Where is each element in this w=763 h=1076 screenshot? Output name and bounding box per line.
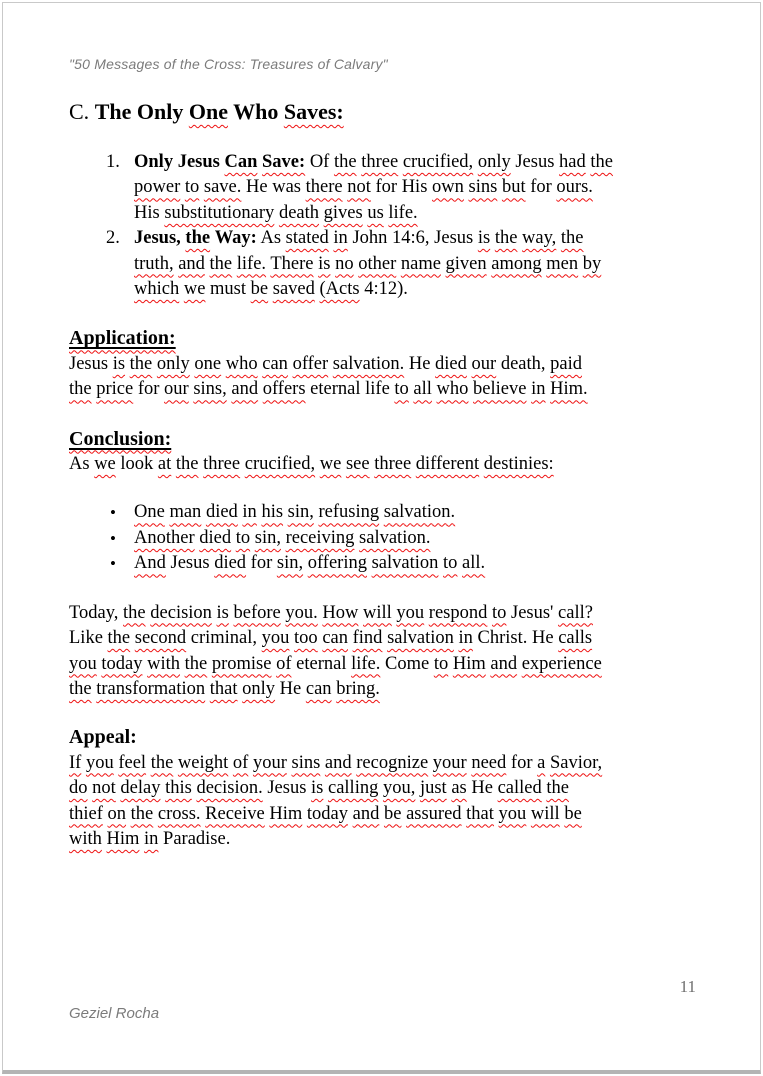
- word: for: [375, 177, 398, 198]
- word: the: [69, 379, 92, 400]
- word: a: [537, 752, 546, 773]
- word: sin,: [276, 553, 304, 574]
- word: power: [134, 177, 181, 198]
- word: way,: [522, 228, 557, 249]
- word: died: [435, 353, 467, 374]
- word: life: [365, 379, 390, 400]
- word: the: [107, 628, 131, 649]
- word: Another: [134, 527, 195, 548]
- word: other: [358, 253, 397, 274]
- sections: [69, 326, 714, 477]
- word: to: [394, 379, 409, 400]
- word: our: [471, 353, 497, 374]
- appeal-body-line: [69, 802, 714, 827]
- document-content: [69, 3, 714, 852]
- word: to: [433, 653, 449, 674]
- word: who: [225, 353, 258, 374]
- appeal-body-line: [69, 776, 714, 801]
- word: we: [183, 279, 206, 300]
- word: the: [209, 253, 233, 274]
- main-heading-title: [95, 99, 344, 124]
- word: find: [352, 628, 383, 649]
- word: destinies:: [483, 454, 554, 475]
- numbered-list: [69, 150, 714, 302]
- list-number: 1.: [106, 152, 120, 172]
- word: promise: [211, 653, 272, 674]
- word: save.: [203, 177, 242, 198]
- word: Savior,: [549, 752, 603, 773]
- word: can: [322, 628, 348, 649]
- word: Appeal:: [69, 726, 137, 749]
- word: this: [165, 778, 192, 799]
- word: is: [112, 353, 126, 374]
- word: and: [324, 752, 352, 773]
- word: Way:: [214, 228, 257, 249]
- word: decision: [150, 602, 212, 623]
- word: Like: [69, 628, 103, 649]
- word: own: [432, 177, 464, 198]
- running-header: "50 Messages of the Cross: Treasures of Calvary": [69, 56, 388, 72]
- word: you: [69, 653, 97, 674]
- word: life.: [351, 653, 381, 674]
- section-heading-conclusion: [69, 427, 714, 452]
- word: is: [216, 602, 229, 623]
- word: of: [276, 653, 292, 674]
- word: decision.: [196, 778, 263, 799]
- appeal-body-line: [69, 751, 714, 776]
- word: Jesus: [170, 553, 210, 574]
- word: the: [590, 152, 613, 172]
- word: offer: [292, 353, 329, 374]
- word: Him: [452, 653, 486, 674]
- word: weight: [177, 752, 229, 773]
- word: our: [164, 379, 189, 400]
- word: the: [175, 454, 199, 475]
- closing-paragraph-line: [69, 677, 714, 702]
- word: to: [491, 602, 507, 623]
- word: the: [560, 228, 584, 249]
- word: Saves:: [283, 99, 344, 124]
- word: calls: [558, 628, 593, 649]
- word: and: [178, 253, 205, 274]
- word: believe: [473, 379, 527, 400]
- word: the: [546, 778, 569, 799]
- word: One: [134, 502, 165, 523]
- word: Jesus: [515, 152, 555, 172]
- bullet-list: [69, 500, 714, 576]
- word: salvation: [371, 553, 439, 574]
- word: Come: [385, 653, 430, 674]
- word: which: [134, 279, 180, 300]
- word: the: [69, 678, 92, 699]
- word: And: [134, 553, 166, 574]
- word: eternal: [310, 379, 361, 400]
- word: offering: [307, 553, 367, 574]
- bullet-marker-icon: •: [110, 503, 116, 523]
- word: can: [305, 678, 332, 699]
- closing-paragraph-line: [69, 652, 714, 677]
- word: with: [147, 653, 180, 674]
- word: all.: [462, 553, 486, 574]
- word: by: [582, 253, 602, 274]
- word: feel: [118, 752, 147, 773]
- word: salvation.: [359, 527, 431, 548]
- word: to: [184, 177, 200, 198]
- word: you,: [382, 778, 416, 799]
- word: you: [85, 752, 114, 773]
- numbered-list-line: [69, 150, 714, 175]
- word: There: [270, 253, 314, 274]
- word: look: [120, 454, 154, 475]
- word: sins,: [193, 379, 227, 400]
- word: just: [419, 778, 447, 799]
- numbered-list-line: [69, 175, 714, 200]
- word: man: [169, 502, 202, 523]
- word: Only: [134, 152, 174, 172]
- word: Receive: [205, 803, 265, 824]
- word: in: [458, 628, 473, 649]
- numbered-list-line: [69, 201, 714, 226]
- word: will: [530, 803, 560, 824]
- word: only: [477, 152, 511, 172]
- word: as: [451, 778, 467, 799]
- word: called: [497, 778, 542, 799]
- section-body-line: [69, 377, 714, 402]
- word: in: [333, 228, 348, 249]
- word: be: [383, 803, 402, 824]
- word: and: [490, 653, 518, 674]
- word: crucified,: [402, 152, 474, 172]
- word: is: [311, 778, 324, 799]
- word: to: [235, 527, 251, 548]
- word: price: [96, 379, 134, 400]
- word: the: [184, 653, 208, 674]
- word: Save:: [262, 152, 306, 172]
- section-body-line: [69, 452, 714, 477]
- word: is: [477, 228, 491, 249]
- word: Jesus': [511, 602, 554, 623]
- appeal-section: [69, 725, 714, 852]
- word: we: [94, 454, 116, 475]
- word: do: [69, 778, 88, 799]
- word: substitutionary: [164, 202, 275, 223]
- word: Christ.: [477, 628, 528, 649]
- word: in: [242, 502, 257, 523]
- word: be: [564, 803, 582, 824]
- word: the: [494, 228, 518, 249]
- word: for: [250, 553, 273, 574]
- word: (Acts: [319, 279, 360, 300]
- bullet-list-item: [69, 526, 714, 551]
- word: among: [491, 253, 542, 274]
- list-number: 2.: [106, 228, 120, 249]
- word: and: [231, 379, 259, 400]
- main-heading-prefix: C.: [69, 99, 90, 124]
- word: the: [150, 752, 174, 773]
- word: the: [333, 152, 357, 172]
- word: us: [367, 202, 384, 223]
- word: Jesus: [69, 353, 109, 374]
- document-page: [2, 2, 761, 1074]
- word: in: [144, 828, 159, 849]
- word: who: [436, 379, 469, 400]
- page-number: 11: [679, 977, 696, 996]
- section-application: [69, 326, 714, 402]
- word: refusing: [318, 502, 380, 523]
- word: Today,: [69, 602, 119, 623]
- word: before: [233, 602, 281, 623]
- appeal-heading: [69, 725, 714, 750]
- word: three: [374, 454, 412, 475]
- word: must: [210, 279, 247, 300]
- word: salvation.: [332, 353, 405, 374]
- word: Jesus,: [134, 228, 181, 249]
- word: but: [501, 177, 526, 198]
- word: Application:: [69, 327, 176, 350]
- word: bring.: [336, 678, 380, 699]
- word: 4:12).: [364, 279, 408, 300]
- word: criminal,: [190, 628, 258, 649]
- word: his: [261, 502, 284, 523]
- word: second: [134, 628, 187, 649]
- word: will: [363, 602, 392, 623]
- closing-paragraph-line: [69, 601, 714, 626]
- word: thief: [69, 803, 103, 824]
- word: 14:6,: [392, 228, 430, 249]
- word: of: [232, 752, 249, 773]
- word: your: [432, 752, 467, 773]
- word: sin,: [287, 502, 314, 523]
- word: Jesus: [177, 152, 220, 172]
- word: be: [250, 279, 269, 300]
- word: paid: [550, 353, 582, 374]
- word: He: [246, 177, 268, 198]
- word: died: [199, 527, 232, 548]
- word: Him: [106, 828, 140, 849]
- word: truth,: [134, 253, 174, 274]
- word: in: [531, 379, 546, 400]
- numbered-list-line: [69, 277, 714, 302]
- word: Jesus: [267, 778, 307, 799]
- word: John: [352, 228, 388, 249]
- word: As: [69, 454, 90, 475]
- word: no: [335, 253, 354, 274]
- word: the: [123, 602, 146, 623]
- word: Conclusion:: [69, 427, 172, 450]
- word: see: [345, 454, 370, 475]
- word: Him: [269, 803, 303, 824]
- word: saved: [272, 279, 315, 300]
- word: only: [242, 678, 276, 699]
- word: life.: [236, 253, 267, 274]
- word: salvation.: [383, 502, 456, 523]
- word: too: [294, 628, 318, 649]
- numbered-list-line: [69, 252, 714, 277]
- word: life.: [388, 202, 418, 223]
- word: Who: [233, 99, 279, 124]
- word: on: [107, 803, 127, 824]
- closing-paragraph: [69, 601, 714, 703]
- word: eternal: [296, 653, 347, 674]
- word: can: [262, 353, 288, 374]
- word: the: [129, 353, 153, 374]
- word: there: [305, 177, 343, 198]
- word: He: [531, 628, 554, 649]
- word: you: [396, 602, 425, 623]
- section-heading-application: [69, 326, 714, 351]
- word: His: [401, 177, 428, 198]
- word: different: [415, 454, 480, 475]
- numbered-list-line: [69, 226, 714, 251]
- word: your: [252, 752, 287, 773]
- word: you.: [285, 602, 318, 623]
- word: the: [185, 228, 211, 249]
- word: How: [322, 602, 359, 623]
- word: is: [318, 253, 331, 274]
- word: and: [352, 803, 380, 824]
- word: with: [69, 828, 102, 849]
- word: at: [157, 454, 172, 475]
- word: Of: [309, 152, 330, 172]
- footer-author: Geziel Rocha: [69, 1005, 160, 1022]
- bullet-list-item: [69, 500, 714, 525]
- bullet-marker-icon: •: [110, 528, 116, 548]
- word: recognize: [356, 752, 429, 773]
- word: One: [188, 99, 228, 124]
- word: offers: [262, 379, 306, 400]
- main-heading: [69, 99, 714, 125]
- word: had: [559, 152, 586, 172]
- word: Only: [136, 99, 184, 124]
- word: transformation: [96, 678, 206, 699]
- word: given: [445, 253, 487, 274]
- word: call?: [558, 602, 593, 623]
- word: was: [272, 177, 301, 198]
- word: He: [279, 678, 302, 699]
- word: sins: [291, 752, 321, 773]
- word: not: [347, 177, 371, 198]
- word: three: [361, 152, 399, 172]
- word: crucified,: [244, 454, 316, 475]
- section-conclusion: [69, 427, 714, 478]
- word: cross.: [157, 803, 201, 824]
- word: that: [209, 678, 238, 699]
- word: died: [205, 502, 238, 523]
- word: that: [466, 803, 494, 824]
- word: Paradise.: [163, 828, 231, 849]
- word: today: [101, 653, 143, 674]
- word: sin,: [254, 527, 281, 548]
- word: His: [134, 202, 160, 223]
- word: ours.: [556, 177, 593, 198]
- word: gives: [323, 202, 363, 223]
- word: salvation: [387, 628, 454, 649]
- word: not: [92, 778, 116, 799]
- word: you: [261, 628, 290, 649]
- word: died: [214, 553, 247, 574]
- word: assured: [406, 803, 462, 824]
- word: name: [400, 253, 441, 274]
- word: all: [413, 379, 432, 400]
- word: for: [137, 379, 160, 400]
- word: today: [306, 803, 348, 824]
- word: we: [319, 454, 342, 475]
- word: sins: [468, 177, 498, 198]
- bullet-marker-icon: •: [110, 554, 116, 574]
- word: death: [278, 202, 319, 223]
- word: stated: [285, 228, 329, 249]
- word: He: [471, 778, 493, 799]
- word: Can: [224, 152, 258, 172]
- word: one: [194, 353, 222, 374]
- word: experience: [521, 653, 602, 674]
- appeal-body-line: [69, 827, 714, 852]
- word: the: [130, 803, 154, 824]
- word: death,: [500, 353, 546, 374]
- word: three: [203, 454, 241, 475]
- closing-paragraph-line: [69, 626, 714, 651]
- word: As: [260, 228, 282, 249]
- word: only: [156, 353, 190, 374]
- word: If: [69, 752, 82, 773]
- word: you: [498, 803, 527, 824]
- word: calling: [328, 778, 379, 799]
- word: to: [443, 553, 458, 574]
- word: for: [530, 177, 552, 198]
- word: Jesus: [434, 228, 474, 249]
- word: for: [510, 752, 533, 773]
- word: The: [94, 99, 132, 124]
- word: need: [471, 752, 507, 773]
- bullet-list-item: [69, 551, 714, 576]
- word: men: [546, 253, 579, 274]
- section-body-line: [69, 352, 714, 377]
- word: receiving: [285, 527, 355, 548]
- word: He: [408, 353, 431, 374]
- word: Him.: [550, 379, 588, 400]
- word: delay: [120, 778, 161, 799]
- word: respond: [428, 602, 488, 623]
